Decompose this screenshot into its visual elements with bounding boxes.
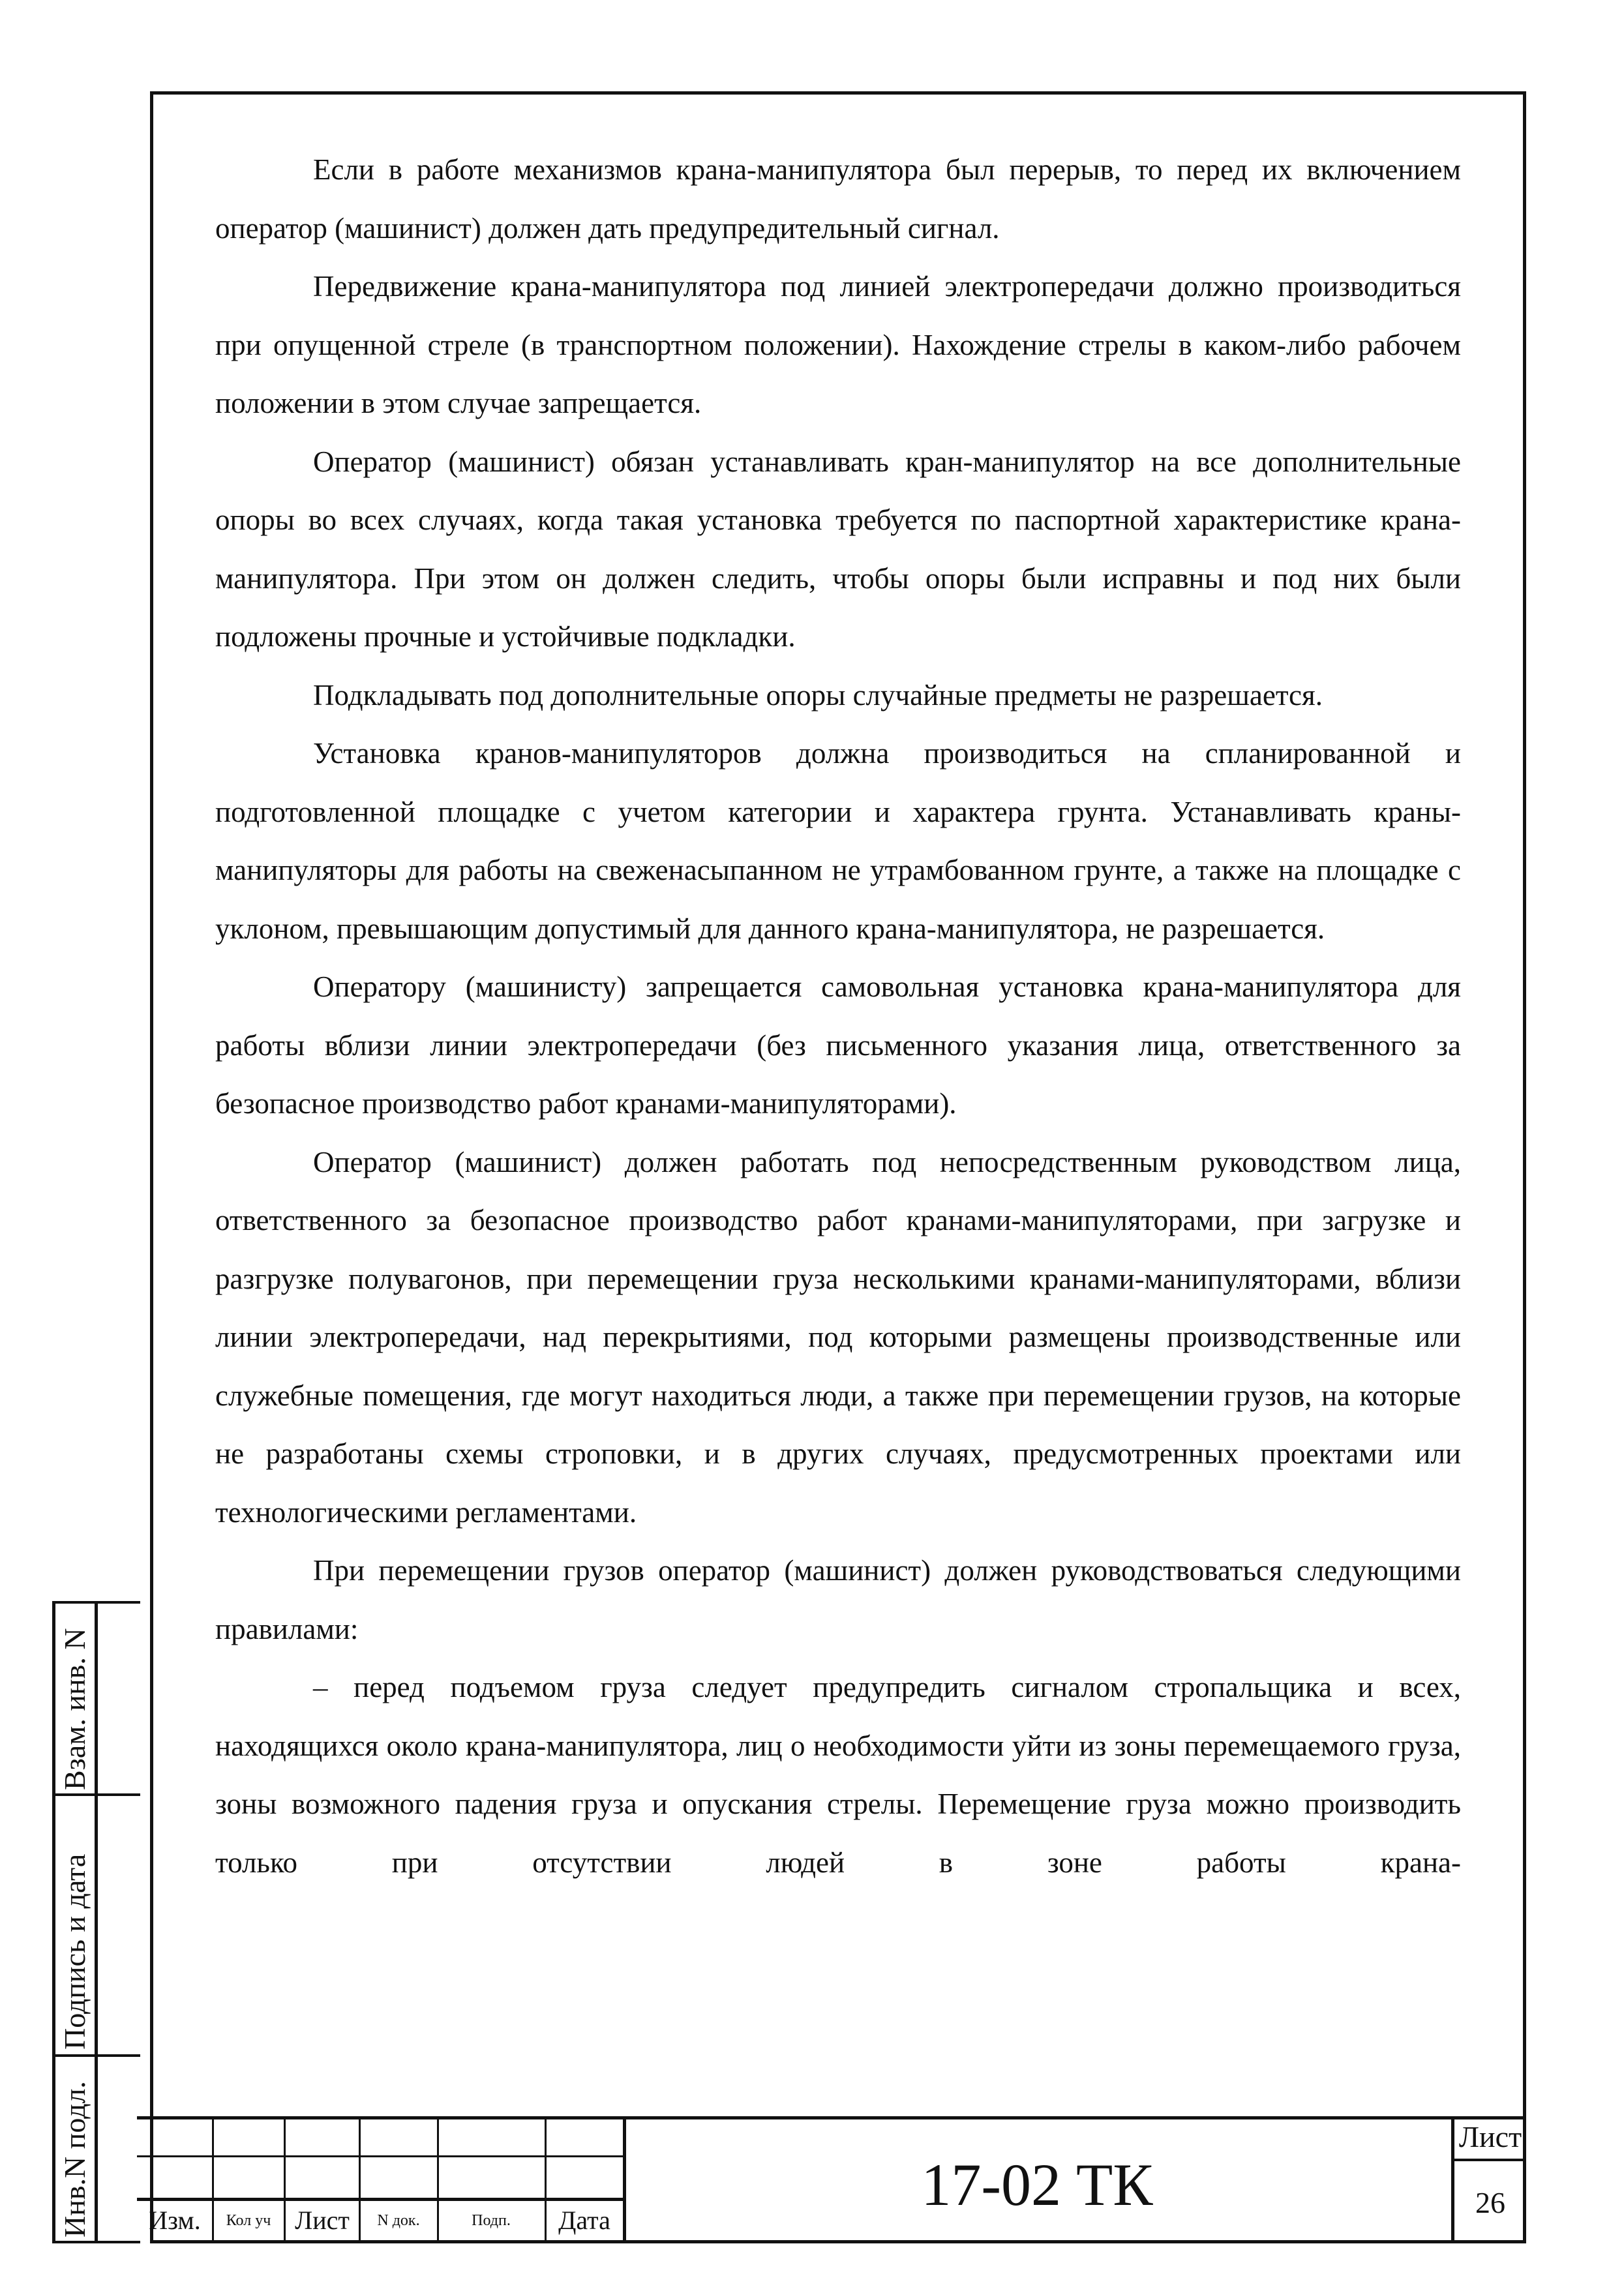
paragraph: Установка кранов-манипуляторов должна производиться на спланированной и подготовленной площадке с учетом категории и характера грунта. Устанавливать краны-манипуляторы для работы на свеженасыпанном не утрамбованном грунте, а также на площадке с уклоном, превышающим допустимый для данного крана-манипулятора, не разрешается. [215,737,1461,945]
title-block-row-rule [1451,2159,1526,2161]
col-qty: Кол уч [226,2212,271,2229]
col-signature: Подп. [472,2212,511,2229]
document-body [215,141,1461,1892]
side-stamp [52,1601,140,2243]
side-stamp-rule [52,1793,140,1796]
sheet-label: Лист [1458,2120,1522,2153]
inv-orig-label: Инв.N подл. [58,2081,91,2238]
paragraph: Оператор (машинист) обязан устанавливать кран-манипулятор на все дополнительные опоры во всех случаях, когда такая установка требуется по паспортной характеристике крана-манипулятора. При этом он должен следить, чтобы опоры были исправны и под них были подложены прочные и устойчивые подкладки. [215,445,1461,653]
paragraph: Передвижение крана-манипулятора под линией электропередачи должно производиться при опущенной стреле (в транспортном положении). Нахождение стрелы в каком-либо рабочем положении в этом случае запрещается. [215,270,1461,419]
paragraph: – перед подъемом груза следует предупредить сигналом стропальщика и всех, находящихся около крана-манипулятора, лиц о необходимости уйти из зоны перемещаемого груза, зоны возможного падения груза и опускания стрелы. Перемещение груза можно производить только при отсутствии людей в зоне работы крана- [215,1671,1461,1879]
col-sheet: Лист [295,2206,350,2235]
side-stamp-rule [52,1601,140,1604]
document-code: 17-02 ТК [921,2151,1153,2218]
side-stamp-rule [52,1601,55,2243]
title-block-top-rule [137,2116,1526,2119]
replace-inv-label: Взам. инв. N [58,1628,91,1790]
paragraph: Оператору (машинисту) запрещается самовольная установка крана-манипулятора для работы вблизи линии электропередачи (без письменного указания лица, ответственного за безопасное производство работ кранами-манипуляторами). [215,970,1461,1120]
sheet-number: 26 [1475,2186,1505,2219]
paragraph: Оператор (машинист) должен работать под непосредственным руководством лица, ответственного за безопасное производство работ кранами-манипуляторами, при загрузке и разгрузке полувагонов, при перемещении груза несколькими кранами-манипуляторами, вблизи линии электропередачи, над перекрытиями, под которыми размещены производственные или служебные помещения, где могут находиться люди, а также при перемещении грузов, на которые не разработаны схемы строповки, и в других случаях, предусмотренных проектами или технологическими регламентами. [215,1145,1461,1529]
side-stamp-rule [52,2054,140,2057]
signature-date-label: Подпись и дата [58,1853,91,2050]
title-block-row-rule [137,2155,626,2157]
paragraph: При перемещении грузов оператор (машинист) должен руководствоваться следующими правилами: [215,1554,1461,1645]
col-change: Изм. [149,2206,201,2235]
paragraph: Если в работе механизмов крана-манипулятора был перерыв, то перед их включением оператор (машинист) должен дать предупредительный сигнал. [215,153,1461,245]
col-date: Дата [558,2206,610,2235]
col-doc-no: N док. [377,2212,420,2229]
paragraph: Подкладывать под дополнительные опоры случайные предметы не разрешается. [313,678,1323,711]
side-stamp-rule [95,1601,98,2243]
side-stamp-rule [52,2241,140,2243]
